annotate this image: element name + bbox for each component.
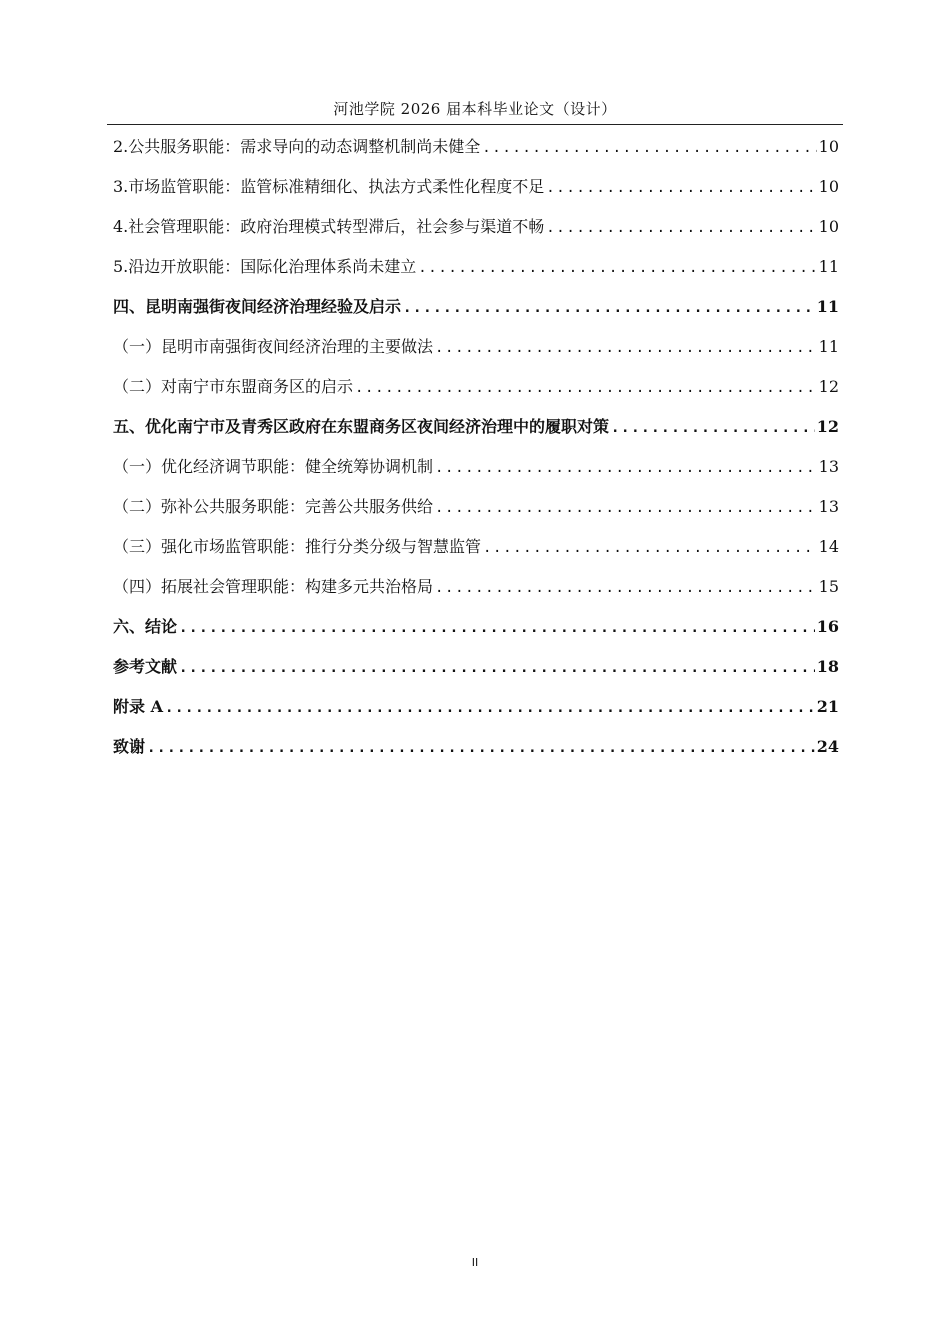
toc-entry[interactable] — [113, 167, 839, 207]
toc-entry[interactable] — [113, 727, 839, 767]
toc-leader-dots — [435, 328, 817, 368]
toc-entry[interactable] — [113, 567, 839, 607]
toc-leader-dots — [435, 568, 817, 608]
toc-leader-dots — [546, 208, 816, 248]
toc-entry[interactable] — [113, 527, 839, 567]
toc-entry-number: 5. — [113, 257, 129, 276]
toc-leader-dots — [435, 448, 817, 488]
toc-entry[interactable] — [113, 247, 839, 287]
toc-leader-dots — [418, 248, 816, 288]
toc-entry[interactable] — [113, 407, 839, 447]
toc-entry[interactable] — [113, 327, 839, 367]
toc-leader-dots — [403, 288, 815, 328]
toc-entry-page-number: 11 — [818, 337, 839, 356]
toc-entry-page-number: 10 — [818, 137, 839, 156]
toc-entry-title: 附录 A — [113, 697, 163, 716]
toc-leader-dots — [482, 128, 816, 168]
toc-entry[interactable] — [113, 487, 839, 527]
toc-entry[interactable] — [113, 367, 839, 407]
toc-leader-dots — [179, 648, 815, 688]
toc-entry-page-number: 21 — [816, 697, 839, 716]
toc-entry-page-number: 11 — [816, 297, 839, 316]
toc-leader-dots — [355, 368, 817, 408]
toc-entry-number: （二） — [113, 377, 162, 396]
header-divider — [107, 124, 843, 125]
toc-entry-number: 3. — [113, 177, 129, 196]
toc-entry-title: 结论 — [145, 617, 178, 636]
toc-leader-dots — [165, 688, 815, 728]
toc-entry-number: 六、 — [113, 617, 146, 636]
toc-entry[interactable] — [113, 687, 839, 727]
toc-entry-number: （一） — [113, 457, 162, 476]
toc-entry-page-number: 10 — [818, 217, 839, 236]
toc-entry-title: 拓展社会管理职能：构建多元共治格局 — [161, 577, 434, 596]
toc-entry-title: 致谢 — [113, 737, 146, 756]
toc-entry-number: 五、 — [113, 417, 146, 436]
toc-entry-title: 公共服务职能：需求导向的动态调整机制尚未健全 — [128, 137, 481, 156]
toc-leader-dots — [483, 528, 817, 568]
toc-entry[interactable] — [113, 447, 839, 487]
toc-leader-dots — [147, 728, 815, 768]
toc-entry-title: 优化经济调节职能：健全统筹协调机制 — [161, 457, 434, 476]
table-of-contents — [113, 127, 839, 767]
toc-entry-title: 强化市场监管职能：推行分类分级与智慧监管 — [161, 537, 482, 556]
toc-entry-title: 沿边开放职能：国际化治理体系尚未建立 — [128, 257, 417, 276]
toc-entry-page-number: 13 — [818, 457, 839, 476]
page-number-footer: II — [471, 1256, 479, 1269]
toc-entry-number: 2. — [113, 137, 129, 156]
toc-entry-title: 对南宁市东盟商务区的启示 — [161, 377, 354, 396]
toc-entry-page-number: 12 — [818, 377, 839, 396]
toc-entry-title: 优化南宁市及青秀区政府在东盟商务区夜间经济治理中的履职对策 — [145, 417, 610, 436]
toc-entry-title: 参考文献 — [113, 657, 178, 676]
toc-entry-title: 昆明南强街夜间经济治理经验及启示 — [145, 297, 402, 316]
toc-entry-title: 昆明市南强街夜间经济治理的主要做法 — [161, 337, 434, 356]
toc-leader-dots — [611, 408, 815, 448]
toc-entry-page-number: 15 — [818, 577, 839, 596]
toc-entry-number: （三） — [113, 537, 162, 556]
toc-entry-title: 社会管理职能：政府治理模式转型滞后，社会参与渠道不畅 — [128, 217, 545, 236]
toc-entry[interactable] — [113, 287, 839, 327]
toc-entry-page-number: 11 — [818, 257, 839, 276]
toc-leader-dots — [546, 168, 816, 208]
toc-entry[interactable] — [113, 207, 839, 247]
toc-entry-number: （四） — [113, 577, 162, 596]
toc-entry-title: 市场监管职能：监管标准精细化、执法方式柔性化程度不足 — [128, 177, 545, 196]
page-header-title: 河池学院 2026 届本科毕业论文（设计） — [333, 100, 617, 118]
toc-entry-number: （二） — [113, 497, 162, 516]
toc-entry[interactable] — [113, 127, 839, 167]
toc-entry-page-number: 24 — [816, 737, 839, 756]
toc-leader-dots — [179, 608, 815, 648]
toc-entry-page-number: 14 — [818, 537, 839, 556]
toc-entry[interactable] — [113, 647, 839, 687]
toc-entry-page-number: 18 — [816, 657, 839, 676]
toc-entry-page-number: 16 — [816, 617, 839, 636]
toc-entry-page-number: 10 — [818, 177, 839, 196]
toc-entry-number: 四、 — [113, 297, 146, 316]
toc-entry[interactable] — [113, 607, 839, 647]
toc-entry-title: 弥补公共服务职能：完善公共服务供给 — [161, 497, 434, 516]
toc-entry-page-number: 13 — [818, 497, 839, 516]
toc-entry-page-number: 12 — [816, 417, 839, 436]
toc-entry-number: （一） — [113, 337, 162, 356]
toc-entry-number: 4. — [113, 217, 129, 236]
toc-leader-dots — [435, 488, 817, 528]
